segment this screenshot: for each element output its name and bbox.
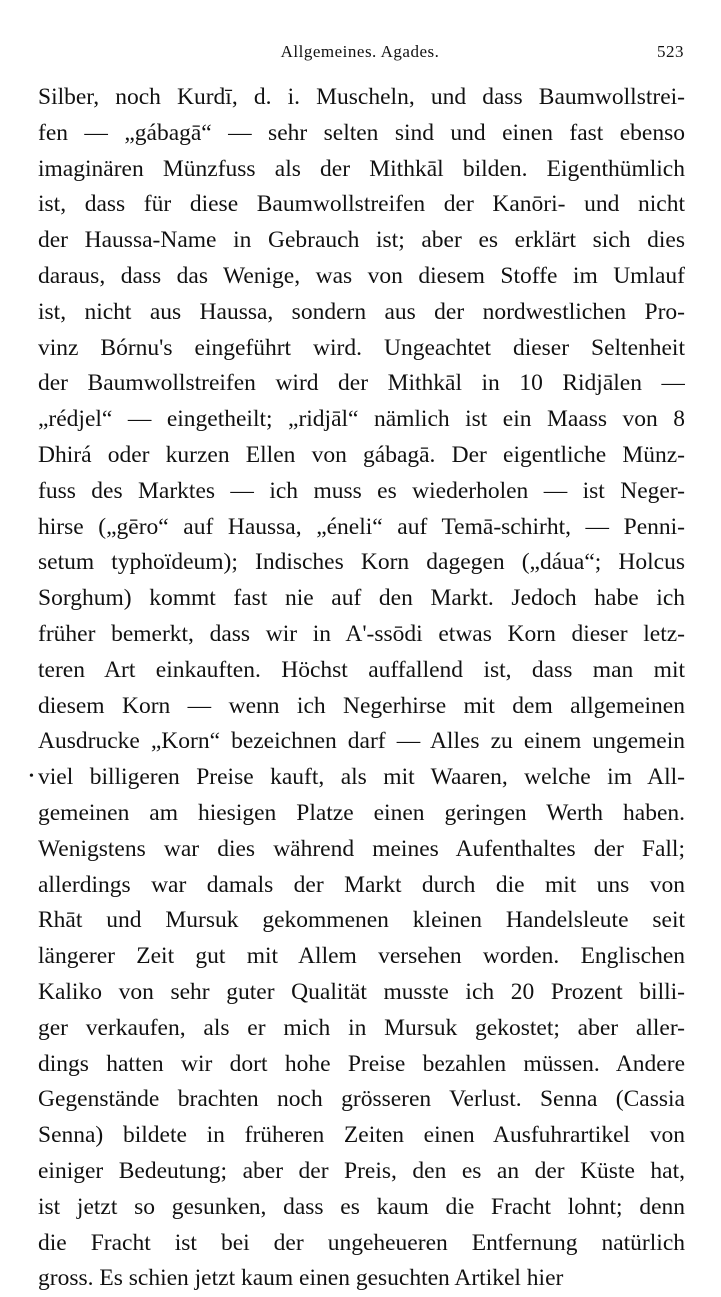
text-line-31: einiger Bedeutung; aber der Preis, den es an der Küste hat,	[38, 1157, 685, 1184]
text-line-2: fen — „gábagā“ — sehr selten sind und einen fast ebenso	[38, 119, 685, 146]
text-line-8: vinz Bórnu's eingeführt wird. Ungeachtet dieser Seltenheit	[38, 334, 685, 361]
text-line-23: allerdings war damals der Markt durch die mit uns von	[38, 871, 685, 898]
text-line-15: Sorghum) kommt fast nie auf den Markt. Jedoch habe ich	[38, 585, 685, 612]
text-line-28: dings hatten wir dort hohe Preise bezahlen müssen. Andere	[38, 1050, 685, 1077]
text-line-13: hirse („gēro“ auf Haussa, „éneli“ auf Temā-schirht, — Penni-	[38, 513, 685, 540]
text-line-11: Dhirá oder kurzen Ellen von gábagā. Der eigentliche Münz-	[38, 441, 685, 468]
text-line-5: der Haussa-Name in Gebrauch ist; aber es erklärt sich dies	[38, 227, 685, 254]
text-line-30: Senna) bildete in früheren Zeiten einen Ausfuhrartikel von	[38, 1122, 685, 1149]
text-line-9: der Baumwollstreifen wird der Mithkāl in 10 Ridjālen —	[38, 370, 685, 397]
text-line-20: viel billigeren Preise kauft, als mit Waaren, welche im All-	[38, 764, 685, 791]
text-line-17: teren Art einkauften. Höchst auffallend ist, dass man mit	[38, 656, 685, 683]
text-line-33: die Fracht ist bei der ungeheueren Entfernung natürlich	[38, 1229, 685, 1256]
text-line-24: Rhāt und Mursuk gekommenen kleinen Handelsleute seit	[38, 907, 685, 934]
text-line-4: ist, dass für diese Baumwollstreifen der Kanōri- und nicht	[38, 191, 685, 218]
text-line-3: imaginären Münzfuss als der Mithkāl bilden. Eigenthümlich	[38, 155, 685, 182]
text-line-18: diesem Korn — wenn ich Negerhirse mit dem allgemeinen	[38, 692, 685, 719]
running-header	[36, 42, 684, 64]
text-line-26: Kaliko von sehr guter Qualität musste ich 20 Prozent billi-	[38, 978, 685, 1005]
text-line-6: daraus, dass das Wenige, was von diesem Stoffe im Umlauf	[38, 262, 685, 289]
text-line-1: Silber, noch Kurdī, d. i. Muscheln, und dass Baumwollstrei-	[38, 84, 685, 110]
text-line-27: ger verkaufen, als er mich in Mursuk gekostet; aber aller-	[38, 1014, 685, 1041]
text-line-25: längerer Zeit gut mit Allem versehen worden. Englischen	[38, 943, 685, 970]
margin-mark: •	[29, 769, 34, 784]
text-line-16: früher bemerkt, dass wir in A'-ssōdi etwas Korn dieser letz-	[38, 620, 685, 647]
body-text	[38, 80, 685, 1297]
page-number: 523	[657, 42, 684, 61]
text-line-34: gross. Es schien jetzt kaum einen gesuchten Artikel hier	[38, 1265, 564, 1292]
text-line-14: setum typhoïdeum); Indisches Korn dagegen („dáua“; Holcus	[38, 549, 685, 576]
text-line-7: ist, nicht aus Haussa, sondern aus der nordwestlichen Pro-	[38, 298, 685, 325]
text-line-12: fuss des Marktes — ich muss es wiederholen — ist Neger-	[38, 477, 685, 504]
text-line-19: Ausdrucke „Korn“ bezeichnen darf — Alles zu einem ungemein	[38, 728, 685, 755]
text-line-10: „rédjel“ — eingetheilt; „ridjāl“ nämlich ist ein Maass von 8	[38, 406, 685, 433]
text-line-29: Gegenstände brachten noch grösseren Verlust. Senna (Cassia	[38, 1086, 685, 1113]
text-line-21: gemeinen am hiesigen Platze einen geringen Werth haben.	[38, 799, 685, 826]
text-line-22: Wenigstens war dies während meines Aufenthaltes der Fall;	[38, 835, 685, 862]
running-title: Allgemeines. Agades.	[280, 42, 440, 61]
text-line-32: ist jetzt so gesunken, dass es kaum die Fracht lohnt; denn	[38, 1193, 685, 1220]
